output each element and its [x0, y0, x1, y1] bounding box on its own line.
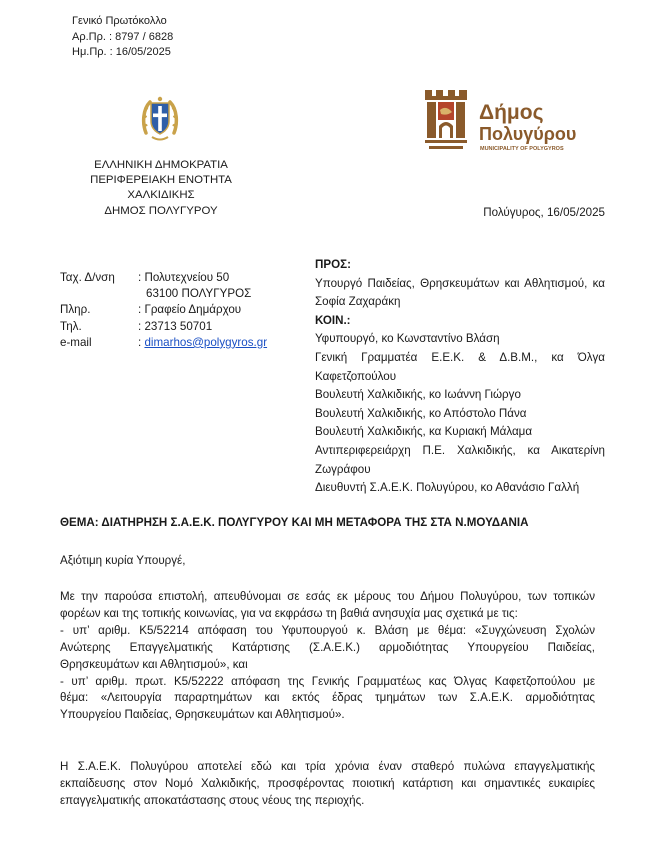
protocol-title: Γενικό Πρωτόκολλο [72, 15, 167, 27]
sender-row-address [60, 270, 267, 286]
paragraph-line: Με την παρούσα επιστολή, απευθύνομαι σε εσάς εκ μέρους του Δήμου Πολυγύρου, των τοπικών [60, 590, 595, 603]
cc-recipient: Υφυπουργό, κο Κωνσταντίνο Βλάση [315, 332, 500, 346]
issuer-region: ΠΕΡΙΦΕΡΕΙΑΚΗ ΕΝΟΤΗΤΑ ΧΑΛΚΙΔΙΚΗΣ [90, 174, 232, 202]
cc-label: ΚΟΙΝ.: [315, 313, 351, 327]
info-value: : Γραφείο Δημάρχου [138, 303, 242, 317]
greek-emblem-icon [140, 93, 180, 143]
recipients-block [315, 256, 605, 498]
email-link[interactable]: dimarhos@polygyros.gr [144, 335, 268, 349]
paragraph-line: Η Σ.Α.Ε.Κ. Πολυγύρου αποτελεί εδώ και τρία χρόνια έναν σταθερό πυλώνα επαγγελματικής [60, 760, 595, 773]
letter-subject: ΘΕΜΑ: ΔΙΑΤΗΡΗΣΗ Σ.Α.Ε.Κ. ΠΟΛΥΓΥΡΟΥ ΚΑΙ ΜΗ ΜΕΤΑΦΟΡΑ ΤΗΣ ΣΤΑ Ν.ΜΟΥΔΑΝΙΑ [60, 516, 529, 529]
address-label: Ταχ. Δ/νση [60, 271, 115, 284]
to-label: ΠΡΟΣ: [315, 258, 351, 271]
paragraph-line: φορέων και της τοπικής κοινωνίας, για να εκφράσω τη βαθιά ανησυχία μας σχετικά με τις: [60, 606, 518, 620]
address-value: : Πολυτεχνείου 50 [138, 271, 230, 284]
cc-recipient: Διευθυντή Σ.Α.Ε.Κ. Πολυγύρου, κο Αθανάσιο Γαλλή [315, 481, 580, 495]
sender-row-email [60, 335, 267, 351]
cc-recipient: Αντιπεριφερειάρχη Π.Ε. Χαλκιδικής, κα Αικατερίνη Ζωγράφου [315, 443, 605, 476]
paragraph-line: Ανώτερης Επαγγελματικής Κατάρτισης (Σ.Α.Ε.Κ.) αρμοδιότητας Υπουργείου Παιδείας, [60, 640, 595, 654]
logo-tagline: MUNICIPALITY OF POLYGYROS [480, 146, 564, 152]
place-date: Πολύγυρος, 16/05/2025 [483, 206, 605, 219]
email-label: e-mail [60, 335, 92, 349]
tower-icon [425, 90, 467, 149]
cc-recipient: Βουλευτή Χαλκιδικής, κο Ιωάννη Γιώργο [315, 388, 521, 402]
protocol-date: Ημ.Πρ. : 16/05/2025 [72, 46, 171, 58]
paragraph-line: - υπ’ αριθμ. πρωτ. Κ5/52222 απόφαση της Γενικής Γραμματέως κας Όλγας Καφετζοπούλου με [60, 674, 595, 688]
paragraph-line: Θρησκευμάτων και Αθλητισμού», και [60, 657, 248, 671]
sender-row-phone [60, 319, 267, 335]
logo-name-line1: Δήμος [479, 101, 544, 124]
phone-label: Τηλ. [60, 319, 82, 333]
cc-recipient: Βουλευτή Χαλκιδικής, κα Κυριακή Μάλαμα [315, 425, 533, 439]
email-colon: : [138, 335, 145, 349]
paragraph-line: επαγγελματικής αποκατάστασης στους νέους της περιοχής. [60, 793, 365, 807]
issuer-municipality: ΔΗΜΟΣ ΠΟΛΥΓΥΡΟΥ [104, 204, 218, 217]
issuer-block [56, 158, 266, 219]
paragraph-line: θέμα: «Λειτουργία παραρτημάτων και εκτός έδρας τμημάτων των Σ.Α.Ε.Κ. αρμοδιότητας [60, 691, 595, 705]
to-recipient: Υπουργό Παιδείας, Θρησκευμάτων και Αθλητισμού, κα Σοφία Ζαχαράκη [315, 276, 605, 309]
protocol-block [72, 14, 173, 61]
cc-recipient: Βουλευτή Χαλκιδικής, κο Απόστολο Πάνα [315, 406, 527, 420]
issuer-country: ΕΛΛΗΝΙΚΗ ΔΗΜΟΚΡΑΤΙΑ [94, 159, 228, 171]
municipality-logo [423, 88, 603, 158]
paragraph-line: - υπ’ αριθμ. Κ5/52214 απόφαση του Υφυπουργού κ. Βλάση με θέμα: «Συγχώνευση Σχολών [60, 623, 595, 637]
salutation: Αξιότιμη κυρία Υπουργέ, [60, 554, 186, 567]
info-label: Πληρ. [60, 303, 91, 317]
sender-details [60, 270, 267, 351]
cc-recipient: Γενική Γραμματέα Ε.Ε.Κ. & Δ.Β.Μ., κα Όλγα Καφετζοπούλου [315, 350, 605, 383]
paragraph-1 [60, 589, 595, 724]
phone-value: : 23713 50701 [138, 319, 213, 333]
postcode-value: 63100 ΠΟΛΥΓΥΡΟΣ [146, 287, 252, 301]
protocol-number: Αρ.Πρ. : 8797 / 6828 [72, 30, 174, 43]
paragraph-2 [60, 759, 595, 810]
logo-name-line2: Πολυγύρου [479, 124, 577, 144]
paragraph-line: εκπαίδευσης στον Νομό Χαλκιδικής, προσφέροντας ποιοτική κατάρτιση και σημαντικές ευκαιρίες [60, 776, 595, 790]
paragraph-line: Υπουργείου Παιδείας, Θρησκευμάτων και Αθλητισμού». [60, 708, 345, 722]
sender-row-postcode [60, 286, 267, 302]
sender-row-info [60, 302, 267, 318]
